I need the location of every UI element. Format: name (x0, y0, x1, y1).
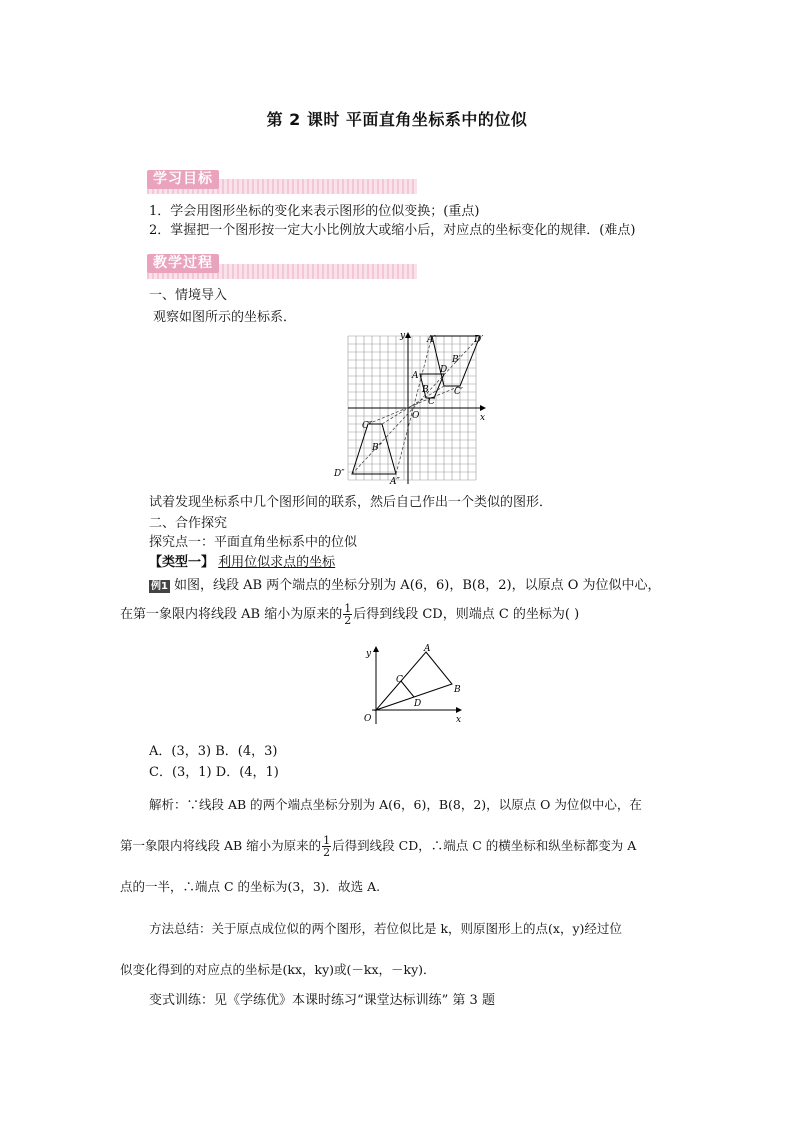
fig1-label-C: C (428, 397, 435, 407)
example-line-2 (120, 603, 579, 626)
fig2-label-D: D (414, 699, 422, 709)
analysis-text-2b: 后得到线段 CD，∴端点 C 的横坐标和纵坐标都变为 A (332, 838, 637, 853)
analysis-text-2a: 第一象限内将线段 AB 缩小为原来的 (120, 838, 322, 853)
intro-question: 试着发现坐标系中几个图形间的联系，然后自己作出一个类似的图形． (149, 495, 553, 510)
method-line-1: 方法总结：关于原点成位似的两个图形，若位似比是 k，则原图形上的点(x，y)经过位 (149, 921, 622, 936)
analysis-line-3: 点的一半，∴端点 C 的坐标为(3，3)．故选 A. (120, 879, 381, 894)
fig1-label-D2: D″ (334, 469, 345, 479)
fig2-label-y: y (366, 649, 372, 659)
type-title: 利用位似求点的坐标 (218, 555, 336, 570)
example-text-2b: 后得到线段 CD，则端点 C 的坐标为( ) (353, 607, 580, 622)
example-line-1 (149, 578, 661, 594)
figure-grid-similarity (330, 328, 490, 488)
point1-heading: 探究点一：平面直角坐标系中的位似 (149, 535, 358, 550)
example-badge: 例1 (151, 581, 168, 592)
goal-item-1: 1．学会用图形坐标的变化来表示图形的位似变换；(重点) (149, 204, 480, 219)
page-title: 第 2 课时 平面直角坐标系中的位似 (266, 110, 528, 129)
fig2-label-B: B (454, 685, 461, 695)
fig1-label-C2: C″ (362, 421, 373, 431)
x-axis-arrow (456, 707, 462, 713)
fig1-label-A1: A′ (427, 335, 436, 345)
fig1-label-B2: B″ (372, 443, 382, 453)
method-line-2: 似变化得到的对应点的坐标是(kx，ky)或(－kx，－ky)． (120, 962, 436, 977)
projection-lines (352, 336, 480, 474)
fig1-label-C1: C′ (454, 387, 463, 397)
y-axis-arrow (405, 332, 411, 338)
fig1-label-D1: D′ (474, 335, 484, 345)
coop-heading: 二、合作探究 (149, 516, 228, 531)
options-row-2: C．(3，1) D．(4，1) (149, 765, 279, 780)
fig1-label-A: A (412, 371, 419, 381)
example-text-1: 如图，线段 AB 两个端点的坐标分别为 A(6，6)，B(8，2)，以原点 O 为位似中心， (173, 578, 661, 593)
fraction-half: $\frac{1}{2}$ (344, 602, 352, 627)
fig2-label-x: x (456, 715, 462, 725)
analysis-fraction-half: $\frac{1}{2}$ (323, 834, 331, 859)
segment-cd (401, 681, 414, 697)
y-axis-arrow (373, 646, 379, 652)
example-text-2a: 在第一象限内将线段 AB 缩小为原来的 (120, 607, 343, 622)
analysis-line-2 (120, 835, 636, 858)
x-axis-arrow (480, 405, 486, 411)
fig1-label-B: B (422, 385, 429, 395)
fig1-label-O: O (412, 411, 420, 421)
fig2-label-A: A (424, 644, 431, 654)
fig2-label-C: C (396, 675, 403, 685)
fig1-label-x: x (480, 413, 486, 423)
type-tag: 【类型一】 (149, 555, 215, 570)
fig1-label-A2: A″ (390, 477, 400, 487)
process-heading: 教学过程 (147, 254, 219, 273)
goals-heading: 学习目标 (147, 170, 219, 189)
intro-heading: 一、情境导入 (149, 288, 228, 303)
intro-text: 观察如图所示的坐标系． (153, 310, 297, 325)
variant-training: 变式训练：见《学练优》本课时练习“课堂达标训练” 第 3 题 (149, 993, 495, 1008)
goal-item-2: 2．掌握把一个图形按一定大小比例放大或缩小后，对应点的坐标变化的规律．(难点) (149, 223, 636, 238)
fig1-label-y: y (400, 331, 406, 341)
figure-segment-similarity (358, 644, 468, 726)
fig1-label-D: D (440, 365, 448, 375)
analysis-line-1: 解析：∵线段 AB 的两个端点坐标分别为 A(6，6)，B(8，2)，以原点 O 为位似中心，在 (149, 797, 642, 812)
fig1-label-B1: B′ (452, 355, 461, 365)
fig2-label-O: O (364, 714, 372, 724)
options-row-1: A．(3，3) B．(4，3) (149, 744, 278, 759)
type-heading (149, 555, 335, 571)
